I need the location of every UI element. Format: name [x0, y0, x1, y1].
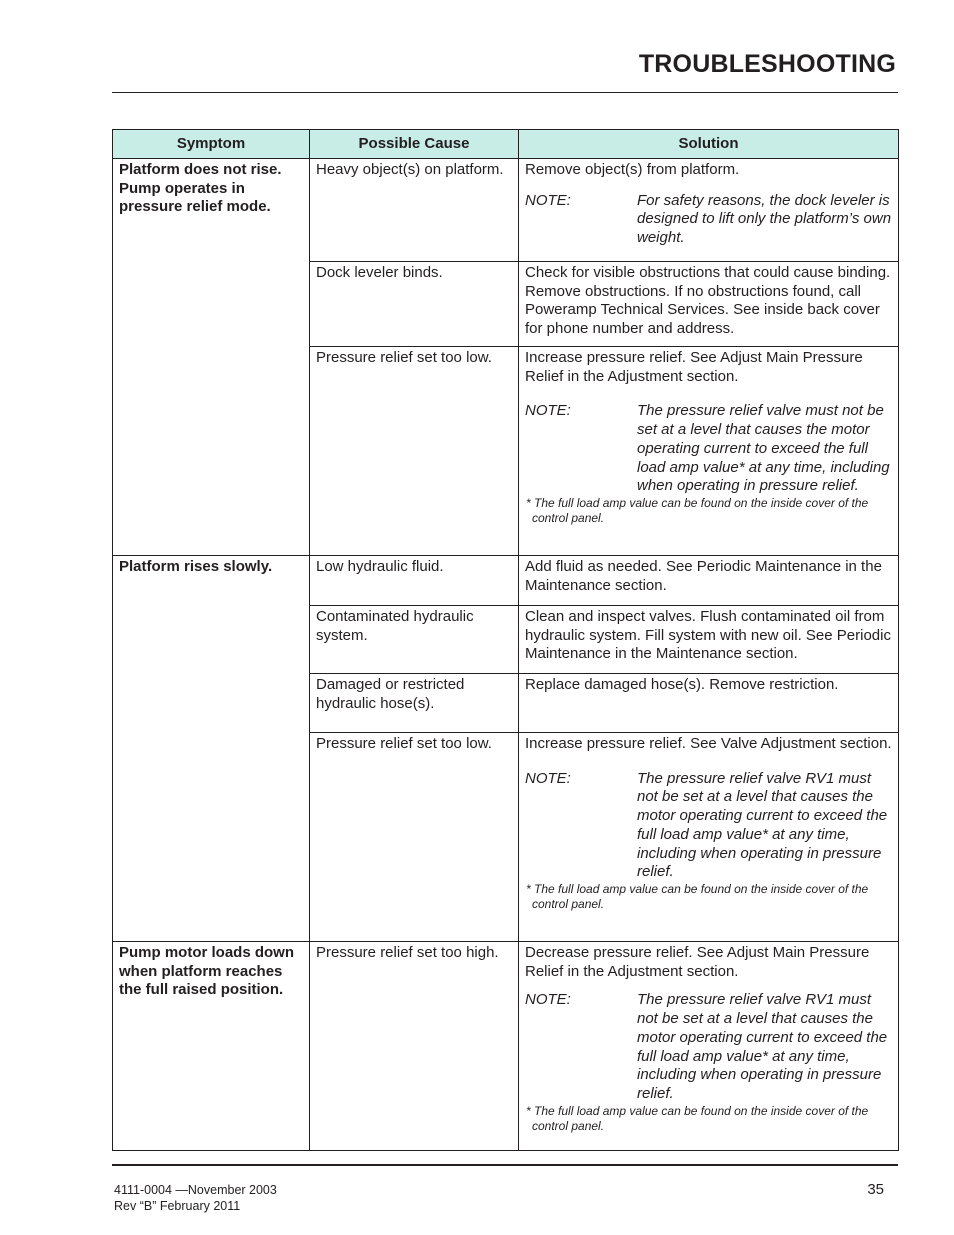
solution-text: Increase pressure relief. See Valve Adjustment section.	[525, 735, 892, 752]
note	[525, 770, 892, 882]
solution-text: Check for visible obstructions that could cause binding. Remove obstructions. If no obstructions found, call Poweramp Technical Services. See inside back cover for phone number and address.	[525, 264, 891, 338]
symptom-cell	[113, 159, 310, 556]
table-header-row	[113, 130, 899, 159]
column-header-solution: Solution	[519, 130, 899, 159]
note-label: NOTE:	[525, 402, 571, 420]
cause-text: Low hydraulic fluid.	[316, 558, 444, 575]
symptom-text: Platform does not rise. Pump operates in pressure relief mode.	[119, 161, 282, 216]
note-text: The pressure relief valve RV1 must not be set at a level that causes the motor operating current to exceed the full load amp value* at any time, including when operating in pressure relief.	[637, 991, 888, 1102]
cause-text: Dock leveler binds.	[316, 264, 443, 281]
footer-doc-info	[114, 1182, 277, 1214]
table-row	[113, 556, 899, 606]
footnote: * The full load amp value can be found on the inside cover of the control panel.	[526, 1103, 869, 1133]
footnote: * The full load amp value can be found on the inside cover of the control panel.	[526, 495, 869, 525]
cause-text: Contaminated hydraulic system.	[316, 608, 474, 644]
footer-rule	[112, 1164, 898, 1166]
note-label: NOTE:	[525, 191, 571, 209]
column-header-symptom: Symptom	[113, 130, 310, 159]
cause-text: Pressure relief set too high.	[316, 944, 499, 961]
cause-text: Pressure relief set too low.	[316, 349, 492, 366]
symptom-text: Pump motor loads down when platform reaches the full raised position.	[119, 944, 294, 999]
table-row	[113, 942, 899, 1151]
symptom-cell	[113, 942, 310, 1151]
header-rule	[112, 92, 898, 93]
note	[525, 402, 892, 496]
page-title: TROUBLESHOOTING	[638, 50, 896, 78]
revision: Rev “B” February 2011	[114, 1199, 241, 1213]
doc-number: 4111-0004 —November 2003	[114, 1183, 277, 1197]
cause-text: Heavy object(s) on platform.	[316, 161, 504, 178]
solution-text: Replace damaged hose(s). Remove restriction.	[525, 676, 839, 693]
solution-text: Decrease pressure relief. See Adjust Main Pressure Relief in the Adjustment section.	[525, 944, 870, 980]
note	[525, 991, 892, 1103]
cause-text: Damaged or restricted hydraulic hose(s).	[316, 676, 465, 712]
cause-text: Pressure relief set too low.	[316, 735, 492, 752]
footnote: * The full load amp value can be found on the inside cover of the control panel.	[526, 881, 869, 911]
note-text: For safety reasons, the dock leveler is designed to lift only the platform’s own weight.	[637, 191, 892, 247]
solution-text: Clean and inspect valves. Flush contaminated oil from hydraulic system. Fill system with new oil. See Periodic Maintenance in the Maintenance section.	[525, 608, 891, 663]
note-label: NOTE:	[525, 769, 571, 787]
table-row	[113, 159, 899, 262]
solution-text: Add fluid as needed. See Periodic Maintenance in the Maintenance section.	[525, 558, 882, 594]
troubleshooting-table	[112, 129, 899, 1151]
note	[525, 192, 892, 248]
solution-text: Increase pressure relief. See Adjust Main Pressure Relief in the Adjustment section.	[525, 349, 863, 385]
note-label: NOTE:	[525, 991, 571, 1009]
note-text: The pressure relief valve must not be set at a level that causes the motor operating current to exceed the full load amp value* at any time, including when operating in pressure relief.	[637, 402, 890, 495]
page-number: 35	[867, 1181, 884, 1198]
note-text: The pressure relief valve RV1 must not be set at a level that causes the motor operating current to exceed the full load amp value* at any time, including when operating in pressure relief.	[637, 769, 888, 881]
solution-text: Remove object(s) from platform.	[525, 161, 740, 178]
symptom-cell	[113, 556, 310, 942]
column-header-possible-cause: Possible Cause	[310, 130, 519, 159]
symptom-text: Platform rises slowly.	[119, 558, 273, 575]
